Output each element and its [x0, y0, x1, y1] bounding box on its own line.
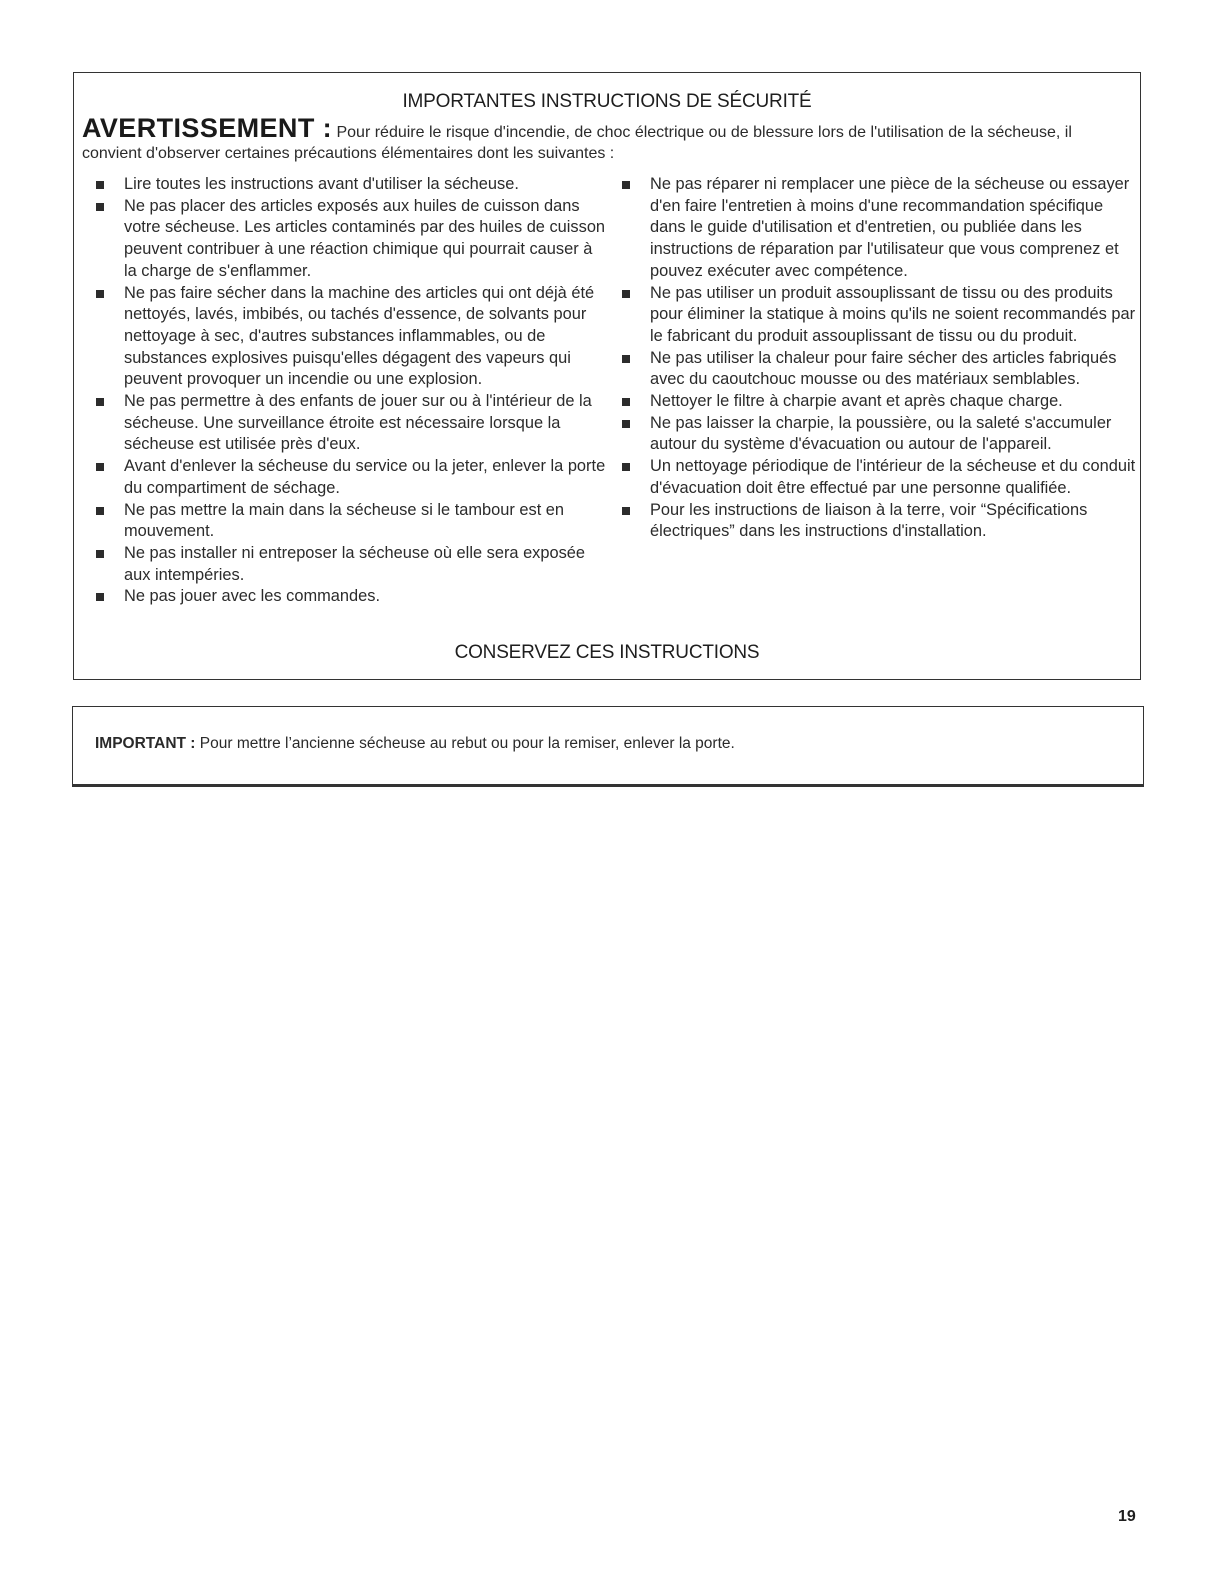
square-bullet-icon	[96, 181, 104, 189]
safety-list-right	[622, 174, 1137, 543]
list-item: Un nettoyage périodique de l'intérieur de la sécheuse et du conduit d'évacuation doit être effectué par une personne qualifiée.	[622, 456, 1137, 499]
warning-label: AVERTISSEMENT :	[82, 113, 333, 143]
list-item: Ne pas placer des articles exposés aux huiles de cuisson dans votre sécheuse. Les articles contaminés par des huiles de cuisson peuvent contribuer à une réaction chimique qui pourrait causer à la charge de s'enflammer.	[96, 196, 606, 283]
list-item: Ne pas utiliser un produit assouplissant de tissu ou des produits pour éliminer la statique à moins qu'ils ne soient recommandés par le fabricant du produit assouplissant de tissu ou du produit.	[622, 283, 1137, 348]
square-bullet-icon	[622, 507, 630, 515]
important-notice	[95, 735, 735, 753]
safety-list-left	[96, 174, 606, 608]
list-item: Ne pas installer ni entreposer la sécheuse où elle sera exposée aux intempéries.	[96, 543, 606, 586]
page-number: 19	[1118, 1508, 1136, 1525]
square-bullet-icon	[622, 290, 630, 298]
square-bullet-icon	[96, 290, 104, 298]
list-item: Ne pas mettre la main dans la sécheuse si le tambour est en mouvement.	[96, 500, 606, 543]
list-item: Ne pas jouer avec les commandes.	[96, 586, 606, 608]
list-item: Nettoyer le filtre à charpie avant et après chaque charge.	[622, 391, 1137, 413]
important-label: IMPORTANT :	[95, 735, 196, 752]
square-bullet-icon	[96, 398, 104, 406]
square-bullet-icon	[96, 593, 104, 601]
list-item: Ne pas faire sécher dans la machine des articles qui ont déjà été nettoyés, lavés, imbibés, ou tachés d'essence, de solvants pour nettoyage à sec, d'autres substances inflammables, ou de substances explosives puisqu'elles dégagent des vapeurs qui peuvent provoquer un incendie ou une explosion.	[96, 283, 606, 392]
square-bullet-icon	[96, 550, 104, 558]
list-item: Lire toutes les instructions avant d'utiliser la sécheuse.	[96, 174, 606, 196]
list-item: Ne pas permettre à des enfants de jouer sur ou à l'intérieur de la sécheuse. Une surveillance étroite est nécessaire lorsque la sécheuse est utilisée près d'eux.	[96, 391, 606, 456]
safety-title: IMPORTANTES INSTRUCTIONS DE SÉCURITÉ	[402, 91, 812, 112]
warning-paragraph	[82, 113, 1132, 164]
list-item: Ne pas réparer ni remplacer une pièce de la sécheuse ou essayer d'en faire l'entretien à moins d'une recommandation spécifique dans le guide d'utilisation et d'entretien, ou publiée dans les instructions de réparation par l'utilisateur que vous comprenez et pouvez exécuter avec compétence.	[622, 174, 1137, 283]
square-bullet-icon	[622, 355, 630, 363]
square-bullet-icon	[622, 420, 630, 428]
list-item: Ne pas laisser la charpie, la poussière, ou la saleté s'accumuler autour du système d'évacuation ou autour de l'appareil.	[622, 413, 1137, 456]
square-bullet-icon	[96, 463, 104, 471]
square-bullet-icon	[622, 463, 630, 471]
safety-instructions-box	[73, 72, 1141, 680]
square-bullet-icon	[622, 181, 630, 189]
square-bullet-icon	[96, 203, 104, 211]
list-item: Ne pas utiliser la chaleur pour faire sécher des articles fabriqués avec du caoutchouc mousse ou des matériaux semblables.	[622, 348, 1137, 391]
square-bullet-icon	[96, 507, 104, 515]
square-bullet-icon	[622, 398, 630, 406]
important-text: Pour mettre l’ancienne sécheuse au rebut ou pour la remiser, enlever la porte.	[199, 735, 735, 752]
warning-text: Pour réduire le risque d'incendie, de choc électrique ou de blessure lors de l'utilisation de la sécheuse, il convient d'observer certaines précautions élémentaires dont les suivantes :	[82, 124, 1072, 162]
important-notice-box	[72, 706, 1144, 787]
list-item: Pour les instructions de liaison à la terre, voir “Spécifications électriques” dans les instructions d'installation.	[622, 500, 1137, 543]
list-item: Avant d'enlever la sécheuse du service ou la jeter, enlever la porte du compartiment de séchage.	[96, 456, 606, 499]
save-instructions-title: CONSERVEZ CES INSTRUCTIONS	[454, 642, 760, 663]
